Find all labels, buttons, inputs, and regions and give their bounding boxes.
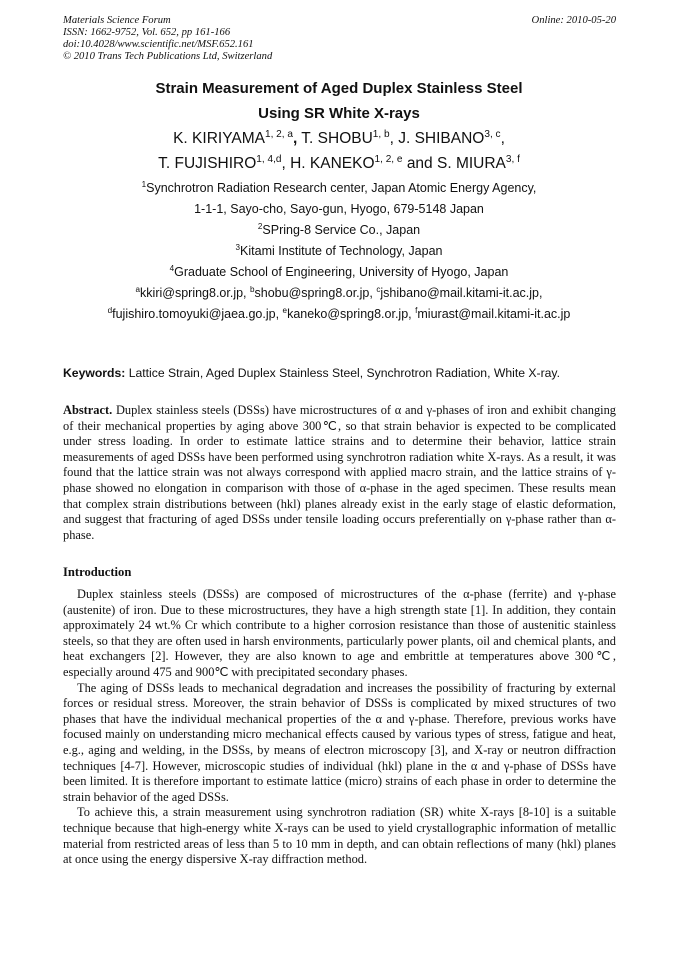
author-name: J. SHIBANO <box>398 130 485 147</box>
title-line-1: Strain Measurement of Aged Duplex Stainless Steel <box>155 80 523 97</box>
journal-doi: doi:10.4028/www.scientific.net/MSF.652.161 <box>63 39 254 50</box>
author-name: K. KIRIYAMA <box>173 130 265 147</box>
author-name: T. SHOBU <box>301 130 373 147</box>
journal-copyright: © 2010 Trans Tech Publications Ltd, Switzerland <box>63 51 273 62</box>
introduction-body <box>63 587 616 868</box>
author-and: and <box>406 155 433 172</box>
author-affil-sup: 3, f <box>505 153 520 165</box>
abstract-label: Abstract. <box>63 403 113 417</box>
keywords <box>63 366 560 380</box>
author-affil-sup: 1, 4,d <box>256 153 282 165</box>
email-link[interactable]: miurast@mail.kitami-it.ac.jp <box>417 307 571 321</box>
email-link[interactable]: fujishiro.tomoyuki@jaea.go.jp, <box>112 307 280 321</box>
journal-issn: ISSN: 1662-9752, Vol. 652, pp 161-166 <box>63 27 231 38</box>
author-affil-sup: 1, 2, e <box>374 153 403 165</box>
email-link[interactable]: kaneko@spring8.or.jp, <box>287 307 412 321</box>
intro-paragraph-1: Duplex stainless steels (DSSs) are composed of microstructures of the α-phase (ferrite) and γ-phase (austenite) of iron. Due to these microstructures, they have a high strength state [1]. In addition, they contain approximately 24 wt.% Cr which contribute to a higher corrosion resistance than those of austenitic stainless steels, so that they are often used in harsh environments, particularly power plants, oil and chemical plants, and heat exchangers [2]. However, they are also known to age and embrittle at temperatures above 300℃, especially around 475 and 900℃ with precipitated secondary phases. <box>63 587 616 679</box>
paper-title <box>40 78 638 125</box>
intro-paragraph-2: The aging of DSSs leads to mechanical degradation and increases the possibility of fracturing by external forces or residual stress. Moreover, the strain behavior of DSSs is complicated by mixed structures of two phases that have the individual mechanical properties of the α and γ-phase. Therefore, previous works have focused mainly on understanding micro mechanical effects caused by various types of stress, fatigue and heat, e.g., aging and welding, in the DSSs, by means of electron microscopy [3], and X-ray or neutron diffraction techniques [4-7]. However, microscopic studies of individual (hkl) plane in the α and γ-phase of DSSs have been limited. It is therefore important to estimate lattice (micro) strains of each phase in order to determine the strain behavior of the aged DSSs. <box>63 680 616 804</box>
author-affil-sup: 1, b <box>372 128 390 140</box>
intro-paragraph-3: To achieve this, a strain measurement using synchrotron radiation (SR) white X-rays [8-10] is a suitable technique because that high-energy white X-rays can be used to yield crystallographic information of metallic material from restricted areas of less than 5 to 10 mm in depth, and can obtain reflections of many (hkl) planes at once using the energy dispersive X-ray diffraction method. <box>63 805 616 867</box>
email-line-1: $^a$kkiri@spring8.or.jp, $^b$shobu@spring8.or.jp, $^c$jshibano@mail.kitami-it.ac.jp, <box>135 284 543 300</box>
affiliation-list <box>40 178 638 325</box>
journal-header <box>63 15 272 63</box>
abstract <box>63 403 616 543</box>
author-name: S. MIURA <box>437 155 506 172</box>
journal-name: Materials Science Forum <box>63 15 171 26</box>
authors-line-1: K. KIRIYAMA$^{1, 2, a}$, T. SHOBU$^{1, b}$, J. SHIBANO$^{3, c}$, <box>173 128 505 147</box>
keywords-label: Keywords: <box>63 366 126 380</box>
email-line-2: $^d$fujishiro.tomoyuki@jaea.go.jp, $^e$kaneko@spring8.or.jp, $^f$miurast@mail.kitami-it.ac.jp <box>107 305 571 321</box>
email-link[interactable]: kkiri@spring8.or.jp, <box>140 286 247 300</box>
affiliation-3: $^3$Kitami Institute of Technology, Japan <box>235 242 443 258</box>
author-affil-sup: 3, c <box>484 128 501 140</box>
affiliation-4: $^4$Graduate School of Engineering, University of Hyogo, Japan <box>169 263 509 279</box>
author-list <box>40 128 638 175</box>
title-line-2: Using SR White X-rays <box>258 105 420 122</box>
affiliation-1-address: 1-1-1, Sayo-cho, Sayo-gun, Hyogo, 679-5148 Japan <box>194 202 484 216</box>
author-affil-sup: 1, 2, a <box>264 128 293 140</box>
affiliation-1: $^1$Synchrotron Radiation Research center, Japan Atomic Energy Agency, <box>141 179 537 195</box>
email-link[interactable]: jshibano@mail.kitami-it.ac.jp, <box>380 286 543 300</box>
section-heading-introduction: Introduction <box>63 565 132 579</box>
online-date: Online: 2010-05-20 <box>531 15 616 26</box>
email-link[interactable]: shobu@spring8.or.jp, <box>254 286 373 300</box>
affiliation-2: $^2$SPring-8 Service Co., Japan <box>257 221 421 237</box>
author-name: T. FUJISHIRO <box>158 155 257 172</box>
keywords-text: Lattice Strain, Aged Duplex Stainless Steel, Synchrotron Radiation, White X-ray. <box>128 366 560 380</box>
authors-line-2: T. FUJISHIRO$^{1, 4,d}$, H. KANEKO$^{1, 2, e}$ and S. MIURA$^{3, f}$ <box>158 153 520 172</box>
abstract-text: Duplex stainless steels (DSSs) have microstructures of α and γ-phases of iron and exhibit changing of their mechanical properties by aging above 300℃, so that strain behavior is expected to be complicated under stress loading. In order to estimate lattice strains and to determine their behavior, lattice strain measurements of aged DSSs have been performed using synchrotron radiation white X-rays. As a result, it was found that the lattice strain was not always correspond with applied macro strain, and the lattice strains of γ-phase showed no elongation in comparison with those of α-phase in the aged specimen. These results mean that complex strain distributions between (hkl) planes already exist in the early stage of elastic deformation, and suggest that fracturing of aged DSSs under tensile loading occurs preferentially on γ-phase rather than α-phase. <box>63 403 616 542</box>
author-name: H. KANEKO <box>290 155 375 172</box>
